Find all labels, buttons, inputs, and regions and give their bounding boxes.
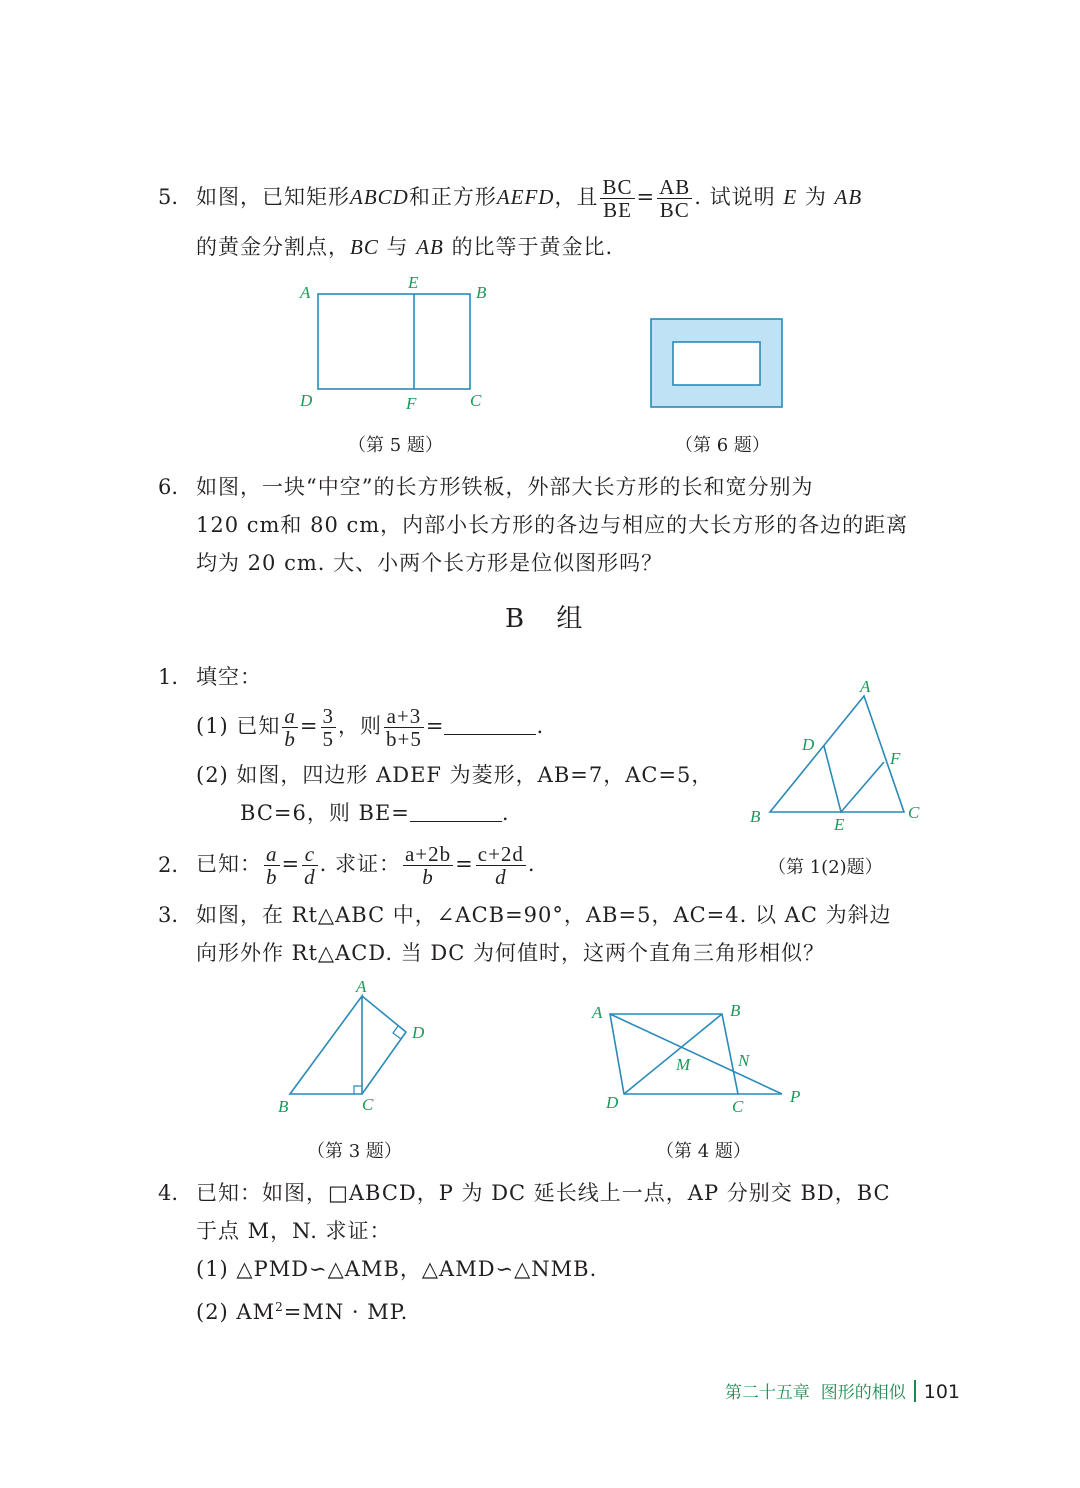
problem-6-line1: 如图，一块“中空”的长方形铁板，外部大长方形的长和宽分别为 bbox=[196, 475, 814, 499]
label-b: B bbox=[730, 1001, 741, 1020]
b1-sub2-line2: BC=6，则 BE= . bbox=[240, 801, 510, 825]
figure-4-parallelogram bbox=[584, 994, 814, 1124]
chapter-label: 第二十五章 bbox=[724, 1383, 810, 1403]
chapter-title: 图形的相似 bbox=[820, 1383, 906, 1403]
b3-line2: 向形外作 Rt△ACD. 当 DC 为何值时，这两个直角三角形相似？ bbox=[196, 941, 826, 965]
figure-3-caption: （第 3 题） bbox=[307, 1141, 402, 1162]
b3-line1: 如图，在 Rt△ABC 中，∠ACB=90°，AB=5，AC=4. 以 AC 为斜边 bbox=[196, 903, 892, 927]
answer-blank-2[interactable] bbox=[410, 799, 502, 822]
b4-line2: 于点 M，N. 求证： bbox=[196, 1219, 392, 1243]
label-f: F bbox=[890, 749, 901, 768]
label-n: N bbox=[738, 1051, 750, 1070]
b4-line3: (1) △PMD∽△AMB，△AMD∽△NMB. bbox=[196, 1257, 598, 1281]
problem-6-number: 6. bbox=[158, 475, 179, 499]
label-e: E bbox=[834, 815, 845, 832]
problem-5-line1: 如图，已知矩形ABCD和正方形AEFD，且 $\frac{BC}{BE}$ = $\frac{AB}{BC}$ . 试说明 E 为 AB bbox=[196, 175, 863, 222]
rhombus-sides bbox=[824, 746, 884, 812]
problem-5-number: 5. bbox=[158, 185, 179, 209]
label-b: B bbox=[476, 283, 487, 302]
label-a: A bbox=[356, 977, 367, 996]
page-number: 101 bbox=[923, 1381, 960, 1403]
label-a: A bbox=[592, 1003, 603, 1022]
label-b: B bbox=[278, 1097, 289, 1116]
label-p: P bbox=[790, 1087, 801, 1106]
triangle-acd bbox=[362, 996, 406, 1094]
problem-6-line2: 120 cm和 80 cm，内部小长方形的各边与相应的大长方形的各边的距离 bbox=[196, 513, 909, 537]
figure-1-2-triangle bbox=[740, 672, 930, 832]
label-d: D bbox=[802, 735, 815, 754]
b2-line: 已知： $\frac{a}{b}$ = $\frac{c}{d}$ . 求证： $\frac{a+2b}{b}$ = $\frac{c+2d}{d}$ . bbox=[196, 842, 536, 889]
label-a: A bbox=[300, 283, 311, 302]
label-c: C bbox=[732, 1097, 744, 1116]
label-e: E bbox=[408, 273, 419, 292]
page-footer bbox=[725, 1378, 960, 1403]
label-b: B bbox=[750, 807, 761, 826]
b3-number: 3. bbox=[158, 903, 179, 927]
label-c: C bbox=[362, 1095, 374, 1114]
b1-sub2-line1: (2) 如图，四边形 ADEF 为菱形，AB=7，AC=5， bbox=[196, 763, 714, 787]
figure-3-right-triangles bbox=[270, 976, 440, 1122]
figure-5-caption: （第 5 题） bbox=[348, 435, 443, 456]
b1-sub1: (1) 已知 $\frac{a}{b}$ = $\frac{3}{5}$ ，则 $\frac{a+3}{b+5}$ = . bbox=[196, 704, 545, 751]
figure-1-2-caption: （第 1(2)题） bbox=[768, 857, 883, 878]
fraction-bc-be: $\frac{BC}{BE}$ bbox=[602, 175, 633, 222]
b1-number: 1. bbox=[158, 665, 179, 689]
b4-line4: (2) $AM^2=MN$ · MP. bbox=[196, 1300, 409, 1324]
inner-rectangle bbox=[673, 342, 760, 385]
figure-6-hollow-plate bbox=[648, 316, 788, 412]
label-m: M bbox=[676, 1055, 691, 1074]
answer-blank-1[interactable] bbox=[444, 712, 536, 735]
b4-line1: 已知：如图，□ABCD，P 为 DC 延长线上一点，AP 分别交 BD，BC bbox=[196, 1181, 891, 1205]
triangle-abc bbox=[290, 996, 362, 1094]
figure-4-caption: （第 4 题） bbox=[656, 1141, 751, 1162]
problem-6-line3: 均为 20 cm. 大、小两个长方形是位似图形吗？ bbox=[196, 551, 664, 575]
rectangle-abcd bbox=[318, 294, 470, 389]
label-d: D bbox=[300, 391, 313, 410]
footer-divider bbox=[914, 1380, 916, 1402]
segment-ap bbox=[610, 1014, 782, 1094]
fraction-ab-bc: $\frac{AB}{BC}$ bbox=[659, 175, 691, 222]
b1-title: 填空： bbox=[196, 665, 262, 689]
b4-number: 4. bbox=[158, 1181, 179, 1205]
label-d: D bbox=[606, 1093, 619, 1112]
label-c: C bbox=[470, 391, 482, 410]
label-d: D bbox=[412, 1023, 425, 1042]
problem-5-line2: 的黄金分割点，BC 与 AB 的比等于黄金比. bbox=[196, 235, 614, 259]
label-a: A bbox=[860, 677, 871, 696]
label-c: C bbox=[908, 803, 920, 822]
figure-5-rectangle bbox=[290, 270, 500, 420]
figure-6-caption: （第 6 题） bbox=[675, 435, 770, 456]
diagonal-bd bbox=[624, 1014, 722, 1094]
b2-number: 2. bbox=[158, 853, 179, 877]
label-f: F bbox=[406, 394, 417, 413]
section-title: B 组 bbox=[505, 604, 595, 634]
right-angle-mark-c bbox=[354, 1086, 362, 1094]
